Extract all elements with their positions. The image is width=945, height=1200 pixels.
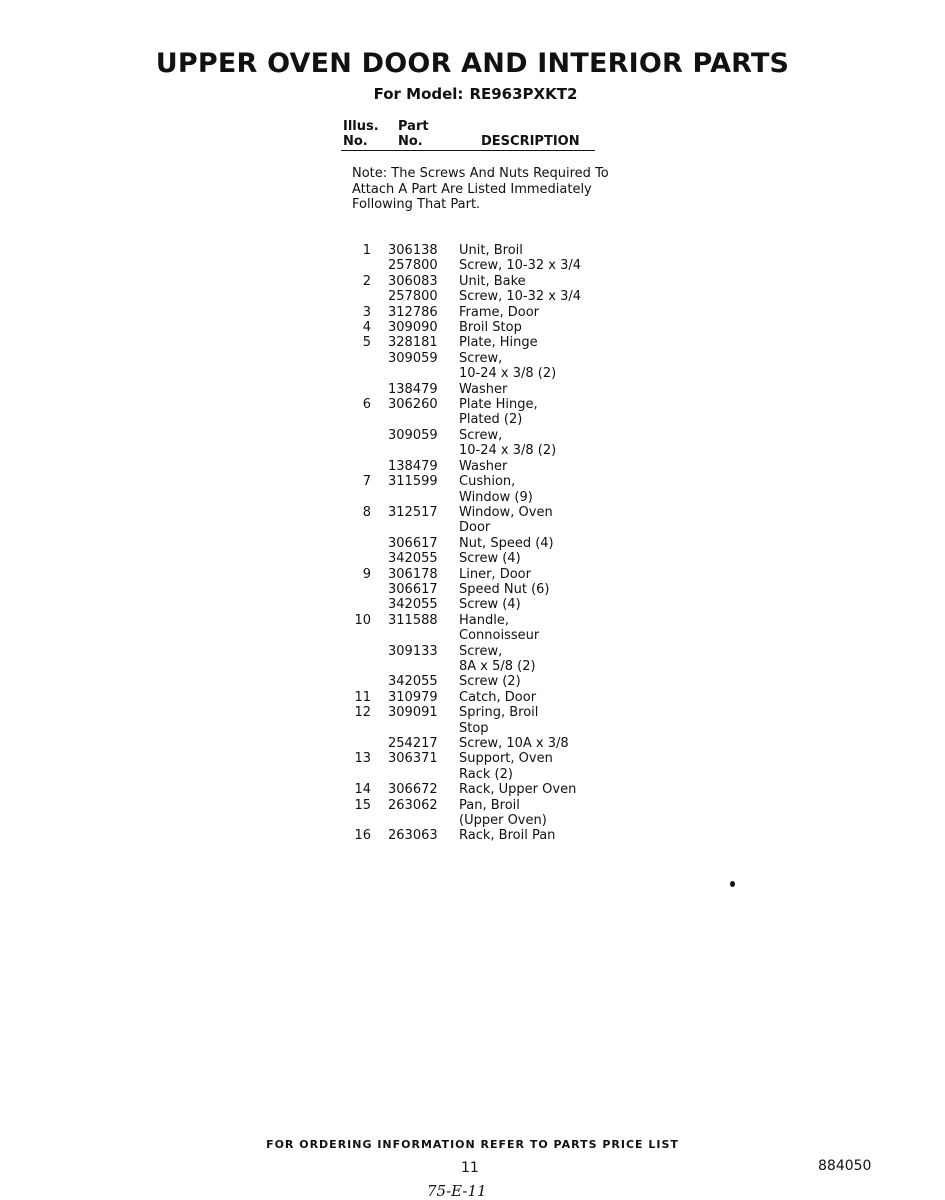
description-line: Screw, 10-32 x 3/4 [459,289,582,305]
illus-number [341,736,388,751]
description-line: Washer [459,381,508,397]
stray-mark [730,881,735,887]
description-line: Rack, Upper Oven [459,782,577,798]
illus-number: 12 [354,705,371,721]
description-line: (Upper Oven) [459,813,547,829]
part-description [459,289,629,304]
description-line: Connoisseur [459,628,540,644]
parts-row [341,567,629,582]
part-description [459,305,629,320]
illus-header-line2: No. [343,134,368,149]
description-line: Washer [459,458,508,474]
part-number: 311599 [388,474,438,490]
illus-number [341,289,388,304]
illus-number: 11 [354,689,371,705]
description-header: DESCRIPTION [481,134,580,149]
illus-number [341,582,388,597]
parts-row [341,505,629,536]
description-line: Screw, [459,427,503,443]
illus-number [341,351,388,382]
illus-number: 14 [354,782,371,798]
part-number: 306138 [388,243,438,258]
part-description [459,320,629,335]
description-line: Unit, Bake [459,273,526,289]
part-no-header [398,119,429,149]
part-number: 309091 [388,705,438,721]
parts-row [341,674,629,689]
illus-number: 3 [362,304,371,320]
part-description [459,751,629,782]
description-line: Stop [459,720,489,736]
description-line: Screw (4) [459,597,521,613]
part-number: 138479 [388,458,438,474]
part-header-line1: Part [398,119,429,134]
parts-row [341,243,629,258]
part-description [459,505,629,536]
parts-row [341,258,629,273]
part-number: 310979 [388,689,438,705]
part-description [459,736,629,751]
parts-row [341,320,629,335]
part-description [459,567,629,582]
part-description [459,397,629,428]
part-description [459,428,629,459]
header-rule [341,150,595,151]
illus-number: 5 [362,335,371,351]
illus-number: 1 [362,243,371,258]
part-number: 342055 [388,597,438,613]
part-description [459,828,629,843]
illus-number: 4 [362,320,371,336]
part-description [459,782,629,797]
page-title: UPPER OVEN DOOR AND INTERIOR PARTS [155,48,790,79]
description-line: Spring, Broil [459,705,539,721]
parts-row [341,597,629,612]
parts-row [341,705,629,736]
part-description [459,351,629,382]
illus-number [341,382,388,397]
illus-number: 15 [354,797,371,813]
model-number: RE963PXKT2 [469,85,578,103]
part-description [459,382,629,397]
part-number: 257800 [388,289,438,305]
description-line: Screw, 10-32 x 3/4 [459,258,582,274]
part-number: 306672 [388,782,438,798]
description-line: 10-24 x 3/8 (2) [459,366,557,382]
part-number: 306178 [388,566,438,582]
part-number: 306083 [388,273,438,289]
parts-row [341,428,629,459]
part-description [459,644,629,675]
parts-row [341,798,629,829]
parts-row [341,474,629,505]
description-line: Liner, Door [459,566,531,582]
part-header-line2: No. [398,134,423,149]
illus-number [341,597,388,612]
part-description [459,597,629,612]
parts-row [341,644,629,675]
part-number: 263062 [388,797,438,813]
description-line: Screw, [459,350,503,366]
description-line: Cushion, [459,474,516,490]
illus-number: 7 [362,474,371,490]
part-number: 263063 [388,828,438,844]
part-description [459,243,629,258]
illus-header-line1: Illus. [343,119,379,134]
illus-number [341,459,388,474]
part-number: 306617 [388,581,438,597]
part-number: 309090 [388,320,438,336]
parts-row [341,551,629,566]
parts-row [341,274,629,289]
part-number: 312517 [388,504,438,520]
description-line: Window, Oven [459,504,553,520]
part-description [459,258,629,273]
illus-number: 13 [354,751,371,767]
page-number: 11 [461,1160,479,1176]
description-line: 10-24 x 3/8 (2) [459,443,557,459]
description-line: Screw, 10A x 3/8 [459,736,569,751]
description-line: Plated (2) [459,412,523,428]
illus-number [341,258,388,273]
part-description [459,582,629,597]
description-line: Broil Stop [459,320,522,336]
illus-number: 16 [354,828,371,844]
description-line: Frame, Door [459,304,540,320]
model-label: For Model: [373,85,464,103]
parts-row [341,782,629,797]
description-line: Plate, Hinge [459,335,538,351]
description-line: Unit, Broil [459,243,523,258]
description-line: Plate Hinge, [459,397,538,413]
illus-number: 10 [354,612,371,628]
description-line: Handle, [459,612,509,628]
part-number: 309059 [388,350,438,366]
part-number: 138479 [388,381,438,397]
description-line: Door [459,520,491,536]
part-description [459,674,629,689]
part-description [459,613,629,644]
illus-number [341,674,388,689]
parts-row [341,582,629,597]
parts-row [341,459,629,474]
illus-number: 2 [362,273,371,289]
part-description [459,274,629,289]
part-number: 342055 [388,674,438,690]
handwritten-mark: 75-E-11 [427,1182,487,1200]
part-number: 257800 [388,258,438,274]
parts-row [341,289,629,304]
part-number: 342055 [388,551,438,567]
parts-row [341,305,629,320]
description-line: Rack, Broil Pan [459,828,556,844]
part-description [459,798,629,829]
parts-row [341,736,629,751]
part-number: 309059 [388,427,438,443]
part-number: 306371 [388,751,438,767]
description-line: Rack (2) [459,766,513,782]
description-line: Catch, Door [459,689,537,705]
part-description [459,551,629,566]
parts-row [341,690,629,705]
illus-number [341,536,388,551]
parts-row [341,536,629,551]
description-line: Pan, Broil [459,797,520,813]
parts-row [341,828,629,843]
parts-row [341,382,629,397]
parts-row [341,613,629,644]
description-line: Screw (4) [459,551,521,567]
parts-row [341,751,629,782]
part-number: 311588 [388,612,438,628]
part-number: 312786 [388,304,438,320]
description-line: 8A x 5/8 (2) [459,658,536,674]
illus-number [341,551,388,566]
part-description [459,474,629,505]
illus-number: 6 [362,397,371,413]
description-line: Screw, [459,643,503,659]
parts-row [341,351,629,382]
illus-number [341,644,388,675]
part-description [459,690,629,705]
screws-note: Note: The Screws And Nuts Required To Attach A Part Are Listed Immediately Following That Part. [352,166,609,212]
part-number: 254217 [388,736,438,751]
illus-number: 9 [362,566,371,582]
part-number: 328181 [388,335,438,351]
part-description [459,335,629,350]
part-description [459,536,629,551]
description-line: Speed Nut (6) [459,581,550,597]
illus-number [341,428,388,459]
document-number: 884050 [818,1158,872,1174]
description-line: Window (9) [459,489,533,505]
description-line: Nut, Speed (4) [459,535,554,551]
part-number: 309133 [388,643,438,659]
parts-list [341,243,629,844]
parts-row [341,335,629,350]
ordering-info-note: FOR ORDERING INFORMATION REFER TO PARTS PRICE LIST [266,1138,679,1151]
part-description [459,705,629,736]
parts-row [341,397,629,428]
part-description [459,459,629,474]
part-number: 306617 [388,535,438,551]
description-line: Screw (2) [459,674,521,690]
illus-no-header [343,119,379,149]
description-line: Support, Oven [459,751,553,767]
illus-number: 8 [362,504,371,520]
model-line [0,85,945,103]
part-number: 306260 [388,397,438,413]
